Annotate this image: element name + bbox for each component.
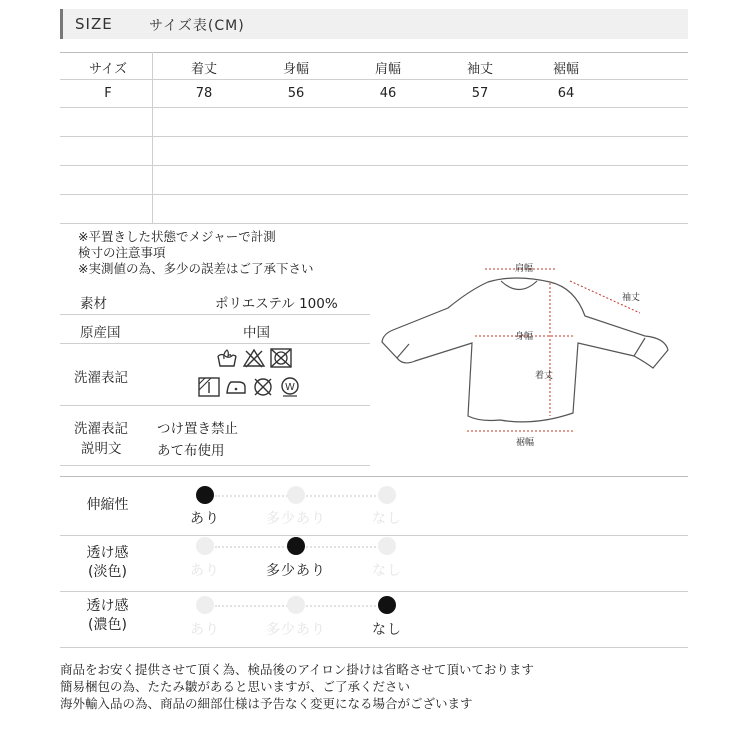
column-header: 身幅 [282, 62, 309, 77]
scale-dot [196, 596, 214, 614]
sheerness-dark-scale [60, 592, 688, 648]
no-tumble-dry-icon [269, 347, 293, 369]
scale-dot [378, 537, 396, 555]
stretch-scale [60, 476, 688, 536]
garment-outline-icon [375, 258, 685, 458]
description-label: 洗濯表記 [74, 421, 128, 437]
table-cell: 78 [195, 86, 213, 101]
scale-sublabel: (濃色) [88, 617, 127, 633]
scale-label: 伸縮性 [86, 497, 129, 513]
scale-option: なし [372, 511, 402, 527]
description-label: 説明文 [81, 441, 122, 457]
note-line: ※実測値の為、多少の誤差はご了承下さい [78, 261, 314, 276]
scale-dot-selected [196, 486, 214, 504]
diagram-label: 裾幅 [516, 438, 535, 448]
scale-dot [287, 596, 305, 614]
table-row-empty [60, 108, 688, 137]
laundry-icons-top [215, 347, 293, 369]
laundry-description-row [60, 406, 370, 466]
description-value: あて布使用 [157, 443, 225, 459]
line-dry-shade-icon [197, 376, 221, 398]
scale-dot [287, 486, 305, 504]
size-subtitle: サイズ表(CM) [149, 18, 245, 34]
low-iron-icon [224, 376, 248, 398]
table-row-empty [60, 137, 688, 166]
section-header [60, 9, 688, 39]
column-header: 肩幅 [374, 62, 401, 77]
table-row [60, 80, 688, 108]
material-row [60, 286, 370, 315]
origin-row [60, 315, 370, 344]
column-header: サイズ [89, 62, 127, 77]
scale-option: 多少あり [266, 511, 326, 527]
column-header: 袖丈 [466, 62, 493, 77]
table-cell: F [104, 86, 112, 101]
diagram-label: 袖丈 [622, 293, 641, 303]
description-value: つけ置き禁止 [157, 421, 238, 437]
svg-text:W: W [285, 382, 295, 393]
scale-sublabel: (淡色) [88, 564, 127, 580]
scale-option: あり [190, 511, 220, 527]
scale-option: なし [372, 622, 402, 638]
spec-table [60, 286, 370, 466]
sheerness-light-scale [60, 536, 688, 592]
garment-diagram [375, 258, 685, 458]
column-header: 着丈 [190, 62, 217, 77]
size-heading: SIZE [75, 15, 113, 33]
scale-option: 多少あり [266, 563, 326, 579]
footer-notes [60, 661, 534, 712]
diagram-label: 着丈 [535, 371, 554, 381]
footer-line: 海外輸入品の為、商品の細部仕様は予告なく変更になる場合がございます [60, 696, 473, 711]
table-cell: 57 [471, 86, 489, 101]
table-cell: 46 [379, 86, 397, 101]
scale-label: 透け感 [86, 545, 129, 561]
scale-option: あり [190, 622, 220, 638]
hand-wash-icon [215, 347, 239, 369]
scale-option: 多少あり [266, 622, 326, 638]
size-table [60, 52, 688, 224]
origin-value: 中国 [243, 325, 270, 341]
fabric-scales [60, 476, 688, 648]
table-header-row [60, 52, 688, 80]
origin-label: 原産国 [80, 325, 121, 341]
diagram-label: 肩幅 [515, 264, 534, 274]
scale-option: あり [190, 563, 220, 579]
wet-clean-icon [278, 376, 302, 398]
no-bleach-icon [242, 347, 266, 369]
table-row-empty [60, 195, 688, 224]
laundry-row [60, 344, 370, 406]
material-value: ポリエステル 100% [215, 296, 338, 312]
column-header: 裾幅 [552, 62, 579, 77]
material-label: 素材 [80, 296, 107, 312]
measurement-notes [78, 229, 313, 277]
scale-dot-selected [287, 537, 305, 555]
note-line: 検寸の注意事項 [78, 245, 166, 260]
scale-dot [196, 537, 214, 555]
scale-dot-selected [378, 596, 396, 614]
footer-line: 商品をお安く提供させて頂く為、検品後のアイロン掛けは省略させて頂いております [60, 662, 534, 677]
scale-dot [378, 486, 396, 504]
table-cell: 56 [287, 86, 305, 101]
table-row-empty [60, 166, 688, 195]
laundry-label: 洗濯表記 [74, 370, 128, 386]
diagram-label: 身幅 [515, 332, 534, 342]
table-cell: 64 [557, 86, 575, 101]
laundry-icons-bottom [197, 376, 302, 398]
footer-line: 簡易梱包の為、たたみ皺があると思いますが、ご了承ください [60, 679, 411, 694]
scale-option: なし [372, 563, 402, 579]
no-dry-clean-icon [251, 376, 275, 398]
scale-label: 透け感 [86, 598, 129, 614]
note-line: ※平置きした状態でメジャーで計測 [78, 229, 276, 244]
